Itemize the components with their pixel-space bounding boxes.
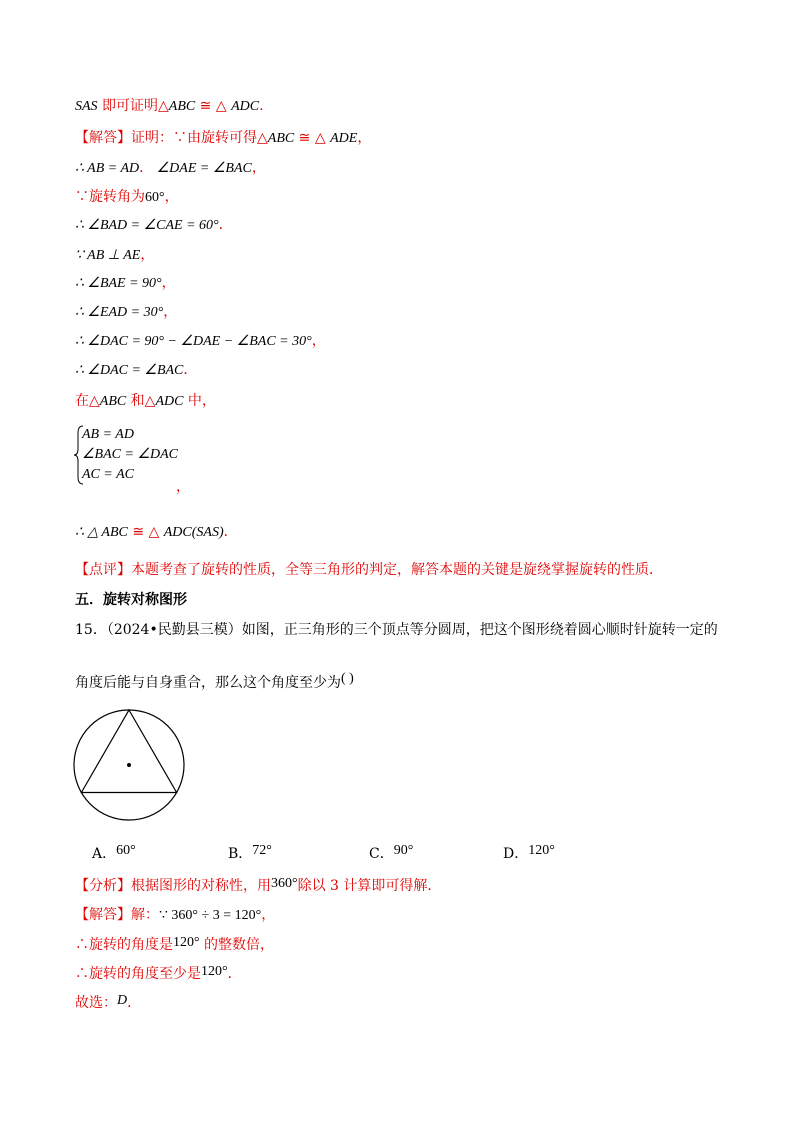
text: ， — [164, 189, 179, 205]
text: ≅ △ — [127, 524, 164, 540]
text: ． — [227, 966, 242, 982]
line-in-triangles — [75, 391, 216, 412]
option-label: B． — [228, 846, 253, 862]
math-text: ∴ ∠DAC = 90° − ∠DAE − ∠BAC = 30° — [75, 334, 312, 349]
math-text: 120° — [173, 935, 200, 950]
text: 即可证明△ — [97, 98, 169, 114]
option-a[interactable] — [92, 843, 136, 863]
option-label: A． — [92, 846, 117, 862]
answer-line-3 — [75, 964, 242, 985]
text: ． — [223, 524, 238, 540]
line-angle-ead — [75, 302, 177, 323]
question-line-1: 15．（2024•民勤县三模）如图，正三角形的三个顶点等分圆周，把这个图形绕着圆心顺时针旋转一定的 — [75, 622, 718, 638]
math-text: ADC(SAS) — [163, 525, 224, 540]
answer-line-1 — [75, 905, 275, 926]
text: 和△ — [126, 393, 156, 409]
answer-paren: ( ) — [341, 671, 354, 686]
math-text: ∠DAE = ∠BAC — [153, 161, 252, 176]
question-line-2 — [75, 673, 354, 694]
math-text: D — [117, 993, 128, 1008]
math-text: ∴ ∠DAC = ∠BAC — [75, 363, 184, 378]
line-conclusion-sas — [75, 96, 264, 117]
text: ， — [163, 304, 178, 320]
text: 的整数倍， — [199, 937, 275, 953]
text: ∴旋转的角度是 — [75, 937, 173, 953]
math-text: 60° — [145, 190, 165, 205]
circle-triangle-figure — [72, 708, 186, 822]
math-text: ADE — [330, 131, 358, 146]
text: ． — [127, 995, 142, 1011]
system-end-comma: ， — [176, 479, 190, 495]
text: ． — [218, 217, 233, 233]
text: ， — [251, 160, 266, 176]
math-text: ∵ 360° ÷ 3 = 120° — [159, 908, 262, 923]
analysis-line — [75, 876, 441, 897]
math-text: ABC — [101, 525, 128, 540]
option-b[interactable] — [228, 843, 272, 863]
text: ， — [261, 907, 276, 923]
math-text: 360° — [271, 876, 298, 891]
math-text: ∴ △ — [75, 525, 102, 540]
text: ∴旋转的角度至少是 — [75, 966, 201, 982]
option-value: 72° — [252, 843, 272, 858]
math-text: ∴ AB = AD — [75, 161, 140, 176]
math-text: ∵ AB ⊥ AE — [75, 248, 141, 263]
equation-row: AB = AD — [82, 427, 134, 442]
text: 故选： — [75, 995, 117, 1011]
option-label: D． — [503, 846, 529, 862]
line-rotation-angle — [75, 187, 179, 208]
text: 在△ — [75, 393, 100, 409]
answer-line-2 — [75, 935, 274, 956]
line-proof-start — [75, 128, 371, 149]
equation-system — [82, 425, 178, 485]
line-perpendicular — [75, 245, 154, 266]
line-congruent-conclusion — [75, 522, 238, 543]
text: 【解答】解： — [75, 907, 159, 923]
math-text: ABC — [168, 99, 196, 114]
line-angle-equal — [75, 360, 197, 381]
line-angle-dac — [75, 331, 326, 352]
text: 【分析】根据图形的对称性，用 — [75, 878, 271, 894]
option-label: C． — [369, 846, 394, 862]
text: 角度后能与自身重合，那么这个角度至少为 — [75, 675, 341, 691]
line-angle-bae — [75, 273, 176, 294]
text: ． — [183, 362, 198, 378]
equation-row: ∠BAC = ∠DAC — [82, 447, 178, 462]
math-text: ADC — [155, 394, 184, 409]
math-text: ADC — [231, 99, 260, 114]
text: . — [259, 98, 264, 114]
text: 除以 3 计算即可得解． — [297, 878, 442, 894]
text: ， — [311, 333, 326, 349]
option-value: 120° — [528, 843, 555, 858]
text: ， — [357, 130, 372, 146]
text: 【解答】证明：∵由旋转可得△ — [75, 130, 268, 146]
text: ≅ △ — [294, 130, 331, 146]
answer-line-4 — [75, 993, 141, 1014]
equation-row: AC = AC — [82, 467, 134, 482]
line-angle-bad — [75, 215, 233, 236]
comment-line: 【点评】本题考查了旋转的性质，全等三角形的判定，解答本题的关键是旋绕掌握旋转的性质． — [75, 562, 663, 578]
text: ， — [140, 247, 155, 263]
option-d[interactable] — [503, 843, 555, 863]
math-text: SAS — [75, 99, 98, 114]
math-text: ABC — [267, 131, 295, 146]
math-text: ABC — [99, 394, 127, 409]
text: ∵旋转角为 — [75, 189, 145, 205]
math-text: ∴ ∠BAD = ∠CAE = 60° — [75, 218, 219, 233]
math-text: 120° — [201, 964, 228, 979]
option-c[interactable] — [369, 843, 413, 863]
option-value: 60° — [116, 843, 136, 858]
text: ． — [139, 160, 154, 176]
math-text: ∴ ∠EAD = 30° — [75, 305, 164, 320]
text: ， — [161, 275, 176, 291]
math-text: ∴ ∠BAE = 90° — [75, 276, 162, 291]
option-value: 90° — [393, 843, 414, 858]
text: ≅ △ — [195, 98, 232, 114]
section-title: 五．旋转对称图形 — [75, 592, 187, 608]
line-equal-sides — [75, 158, 266, 179]
text: 中， — [183, 393, 216, 409]
